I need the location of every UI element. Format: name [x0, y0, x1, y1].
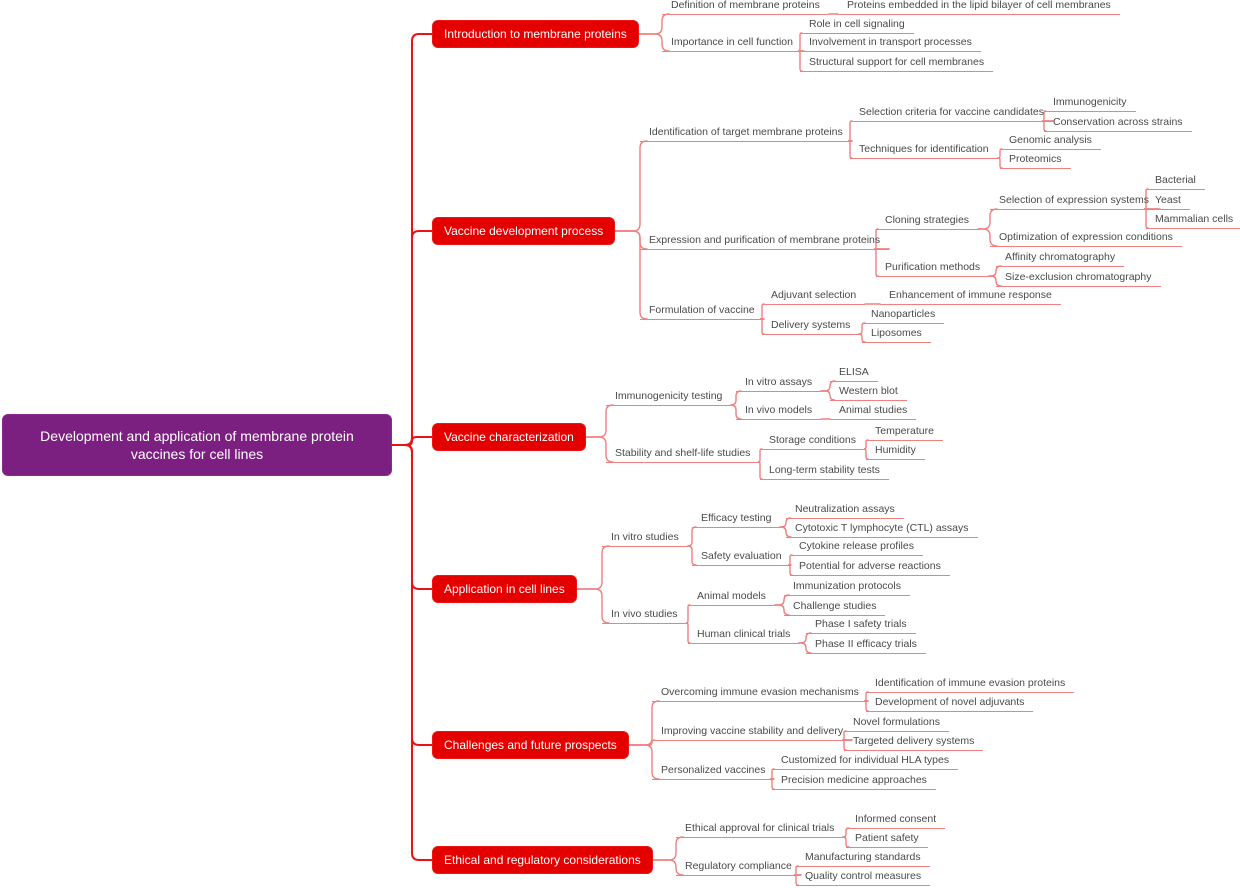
node-conservation-across-strains[interactable]: Conservation across strains [1044, 115, 1192, 132]
node-informed-consent[interactable]: Informed consent [846, 812, 945, 829]
mindmap-link [615, 141, 647, 231]
node-selection-of-expression-systems[interactable]: Selection of expression systems [990, 193, 1158, 210]
node-identification-of-target-membrane-proteins[interactable]: Identification of target membrane proteins [640, 125, 852, 142]
node-long-term-stability-tests[interactable]: Long-term stability tests [760, 463, 889, 480]
mindmap-link [392, 445, 432, 860]
node-optimization-of-expression-conditions[interactable]: Optimization of expression conditions [990, 230, 1182, 247]
node-in-vivo-studies[interactable]: In vivo studies [602, 607, 687, 624]
node-efficacy-testing[interactable]: Efficacy testing [692, 511, 780, 528]
node-immunogenicity-testing[interactable]: Immunogenicity testing [606, 389, 731, 406]
node-human-clinical-trials[interactable]: Human clinical trials [688, 627, 799, 644]
mindmap-link [653, 837, 683, 860]
node-selection-criteria-for-vaccine-candidates[interactable]: Selection criteria for vaccine candidates [850, 105, 1053, 122]
node-purification-methods[interactable]: Purification methods [876, 260, 989, 277]
node-manufacturing-standards[interactable]: Manufacturing standards [796, 850, 930, 867]
node-neutralization-assays[interactable]: Neutralization assays [786, 502, 904, 519]
node-development-of-novel-adjuvants[interactable]: Development of novel adjuvants [866, 695, 1033, 712]
mindmap-link [978, 209, 997, 229]
node-immunogenicity[interactable]: Immunogenicity [1044, 95, 1136, 112]
mindmap-link [577, 546, 609, 589]
node-identification-of-immune-evasion-proteins[interactable]: Identification of immune evasion proteins [866, 676, 1074, 693]
node-role-in-cell-signaling[interactable]: Role in cell signaling [800, 17, 914, 34]
node-adjuvant-selection[interactable]: Adjuvant selection [762, 288, 865, 305]
node-phase-i-safety-trials[interactable]: Phase I safety trials [806, 617, 916, 634]
node-proteins-embedded-in-the-lipid-bilayer-of-cell-m[interactable]: Proteins embedded in the lipid bilayer of cell membranes [838, 0, 1120, 15]
node-expression-and-purification-of-membrane-proteins[interactable]: Expression and purification of membrane proteins [640, 233, 889, 250]
node-techniques-for-identification[interactable]: Techniques for identification [850, 142, 998, 159]
node-stability-and-shelf-life-studies[interactable]: Stability and shelf-life studies [606, 446, 759, 463]
branch-topic-ethical-and-regulatory-considerations[interactable]: Ethical and regulatory considerations [432, 846, 653, 874]
node-customized-for-individual-hla-types[interactable]: Customized for individual HLA types [772, 753, 958, 770]
mindmap-link [586, 405, 613, 437]
node-animal-models[interactable]: Animal models [688, 589, 775, 606]
node-cytotoxic-t-lymphocyte-ctl-assays[interactable]: Cytotoxic T lymphocyte (CTL) assays [786, 521, 978, 538]
node-regulatory-compliance[interactable]: Regulatory compliance [676, 859, 801, 876]
node-phase-ii-efficacy-trials[interactable]: Phase II efficacy trials [806, 637, 926, 654]
node-temperature[interactable]: Temperature [866, 424, 943, 441]
node-yeast[interactable]: Yeast [1146, 193, 1190, 210]
node-mammalian-cells[interactable]: Mammalian cells [1146, 212, 1240, 229]
node-bacterial[interactable]: Bacterial [1146, 173, 1205, 190]
node-structural-support-for-cell-membranes[interactable]: Structural support for cell membranes [800, 55, 993, 72]
node-enhancement-of-immune-response[interactable]: Enhancement of immune response [880, 288, 1061, 305]
node-liposomes[interactable]: Liposomes [862, 326, 931, 343]
node-targeted-delivery-systems[interactable]: Targeted delivery systems [844, 734, 983, 751]
node-quality-control-measures[interactable]: Quality control measures [796, 869, 930, 886]
node-nanoparticles[interactable]: Nanoparticles [862, 307, 944, 324]
root-topic-development-and-application-of-membrane-protein-[interactable]: Development and application of membrane protein vaccines for cell lines [2, 414, 392, 476]
branch-topic-introduction-to-membrane-proteins[interactable]: Introduction to membrane proteins [432, 20, 639, 48]
branch-topic-application-in-cell-lines[interactable]: Application in cell lines [432, 575, 577, 603]
node-cloning-strategies[interactable]: Cloning strategies [876, 213, 978, 230]
node-proteomics[interactable]: Proteomics [1000, 152, 1071, 169]
node-affinity-chromatography[interactable]: Affinity chromatography [996, 250, 1124, 267]
mindmap-link [639, 14, 669, 34]
node-cytokine-release-profiles[interactable]: Cytokine release profiles [790, 539, 923, 556]
node-improving-vaccine-stability-and-delivery[interactable]: Improving vaccine stability and delivery [652, 724, 852, 741]
node-genomic-analysis[interactable]: Genomic analysis [1000, 133, 1101, 150]
branch-topic-vaccine-development-process[interactable]: Vaccine development process [432, 217, 615, 245]
node-in-vivo-models[interactable]: In vivo models [736, 403, 821, 420]
branch-topic-vaccine-characterization[interactable]: Vaccine characterization [432, 423, 586, 451]
node-personalized-vaccines[interactable]: Personalized vaccines [652, 763, 774, 780]
node-elisa[interactable]: ELISA [830, 365, 878, 382]
node-potential-for-adverse-reactions[interactable]: Potential for adverse reactions [790, 559, 950, 576]
node-patient-safety[interactable]: Patient safety [846, 831, 928, 848]
node-importance-in-cell-function[interactable]: Importance in cell function [662, 35, 802, 52]
node-delivery-systems[interactable]: Delivery systems [762, 318, 859, 335]
node-humidity[interactable]: Humidity [866, 443, 925, 460]
node-in-vitro-assays[interactable]: In vitro assays [736, 375, 821, 392]
node-storage-conditions[interactable]: Storage conditions [760, 433, 865, 450]
node-overcoming-immune-evasion-mechanisms[interactable]: Overcoming immune evasion mechanisms [652, 685, 868, 702]
mindmap-link [686, 605, 690, 623]
node-precision-medicine-approaches[interactable]: Precision medicine approaches [772, 773, 936, 790]
node-animal-studies[interactable]: Animal studies [830, 403, 916, 420]
node-immunization-protocols[interactable]: Immunization protocols [784, 579, 910, 596]
node-definition-of-membrane-proteins[interactable]: Definition of membrane proteins [662, 0, 829, 15]
branch-topic-challenges-and-future-prospects[interactable]: Challenges and future prospects [432, 731, 629, 759]
mindmap-link [688, 527, 696, 546]
node-formulation-of-vaccine[interactable]: Formulation of vaccine [640, 303, 764, 320]
node-novel-formulations[interactable]: Novel formulations [844, 715, 949, 732]
node-size-exclusion-chromatography[interactable]: Size-exclusion chromatography [996, 270, 1161, 287]
mindmap-link [392, 437, 432, 445]
node-ethical-approval-for-clinical-trials[interactable]: Ethical approval for clinical trials [676, 821, 843, 838]
mindmap-link [392, 231, 432, 445]
node-western-blot[interactable]: Western blot [830, 384, 907, 401]
node-safety-evaluation[interactable]: Safety evaluation [692, 549, 791, 566]
node-involvement-in-transport-processes[interactable]: Involvement in transport processes [800, 35, 981, 52]
node-challenge-studies[interactable]: Challenge studies [784, 599, 885, 616]
node-in-vitro-studies[interactable]: In vitro studies [602, 530, 688, 547]
